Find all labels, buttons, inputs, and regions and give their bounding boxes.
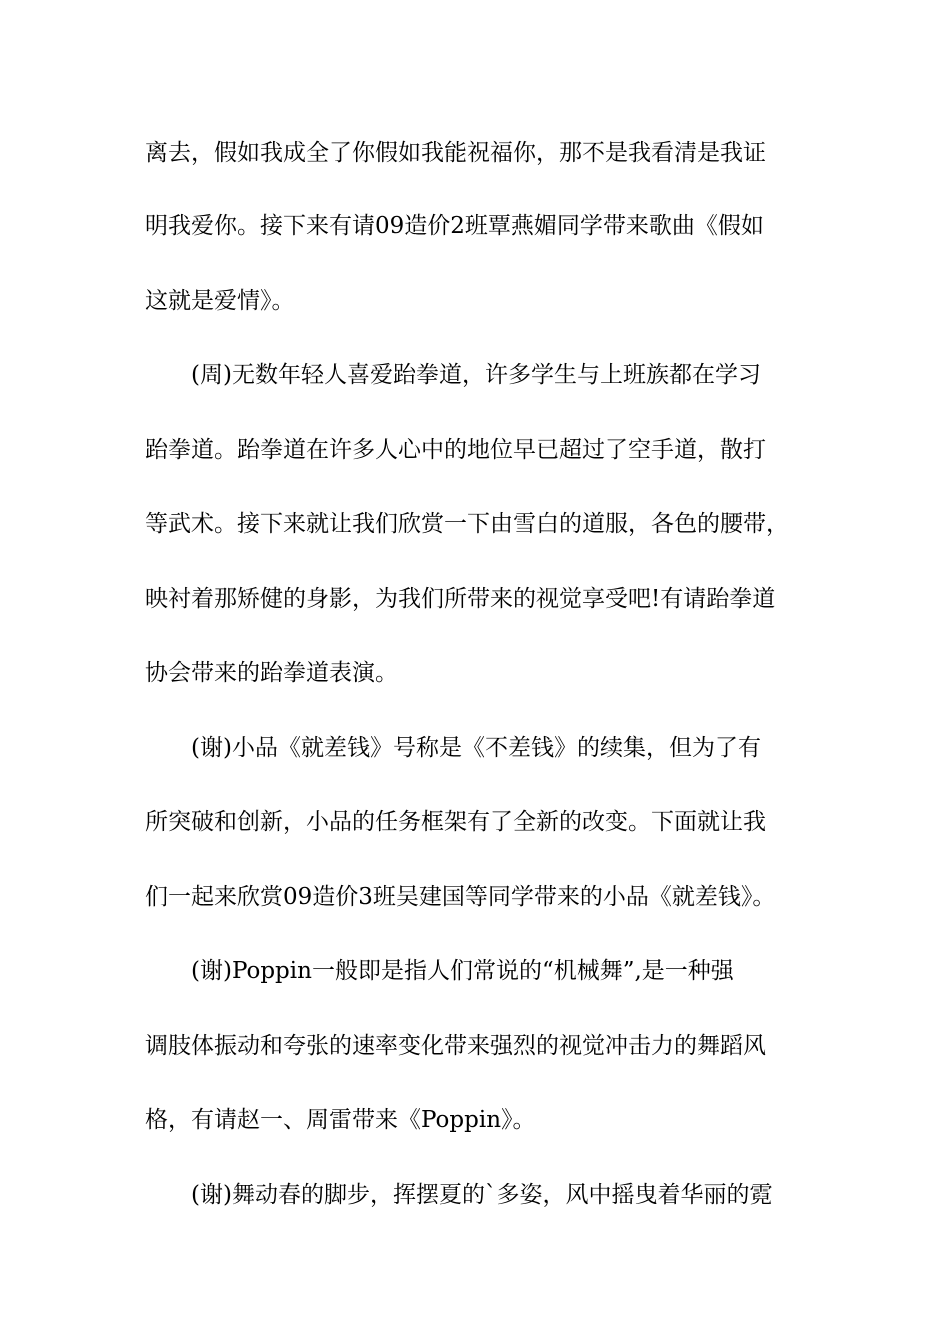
text-line: 离去，假如我成全了你假如我能祝福你，那不是我看清是我证	[145, 140, 766, 166]
text-line: 这就是爱情》。	[145, 288, 295, 314]
paragraph-first-line: (谢)Poppin一般即是指人们常说的“机械舞”,是一种强	[191, 958, 734, 984]
text-line: 协会带来的跆拳道表演。	[145, 660, 398, 686]
text-line: 所突破和创新，小品的任务框架有了全新的改变。下面就让我	[145, 809, 766, 835]
paragraph-first-line: (周)无数年轻人喜爱跆拳道，许多学生与上班族都在学习	[191, 362, 761, 388]
text-line: 们一起来欣赏09造价3班吴建国等同学带来的小品《就差钱》。	[145, 884, 776, 910]
paragraph-first-line: (谢)小品《就差钱》号称是《不差钱》的续集，但为了有	[191, 735, 761, 761]
text-line: 等武术。接下来就让我们欣赏一下由雪白的道服，各色的腰带，	[145, 511, 789, 537]
text-line: 明我爱你。接下来有请09造价2班覃燕媚同学带来歌曲《假如	[145, 213, 764, 239]
text-line: 映衬着那矫健的身影，为我们所带来的视觉享受吧!有请跆拳道	[145, 586, 776, 612]
paragraph-first-line: (谢)舞动春的脚步，挥摆夏的`多姿，风中摇曳着华丽的霓	[191, 1182, 773, 1208]
text-line: 跆拳道。跆拳道在许多人心中的地位早已超过了空手道，散打	[145, 437, 766, 463]
text-line: 调肢体振动和夸张的速率变化带来强烈的视觉冲击力的舞蹈风	[145, 1033, 766, 1059]
text-line: 格，有请赵一、周雷带来《Poppin》。	[145, 1107, 536, 1133]
